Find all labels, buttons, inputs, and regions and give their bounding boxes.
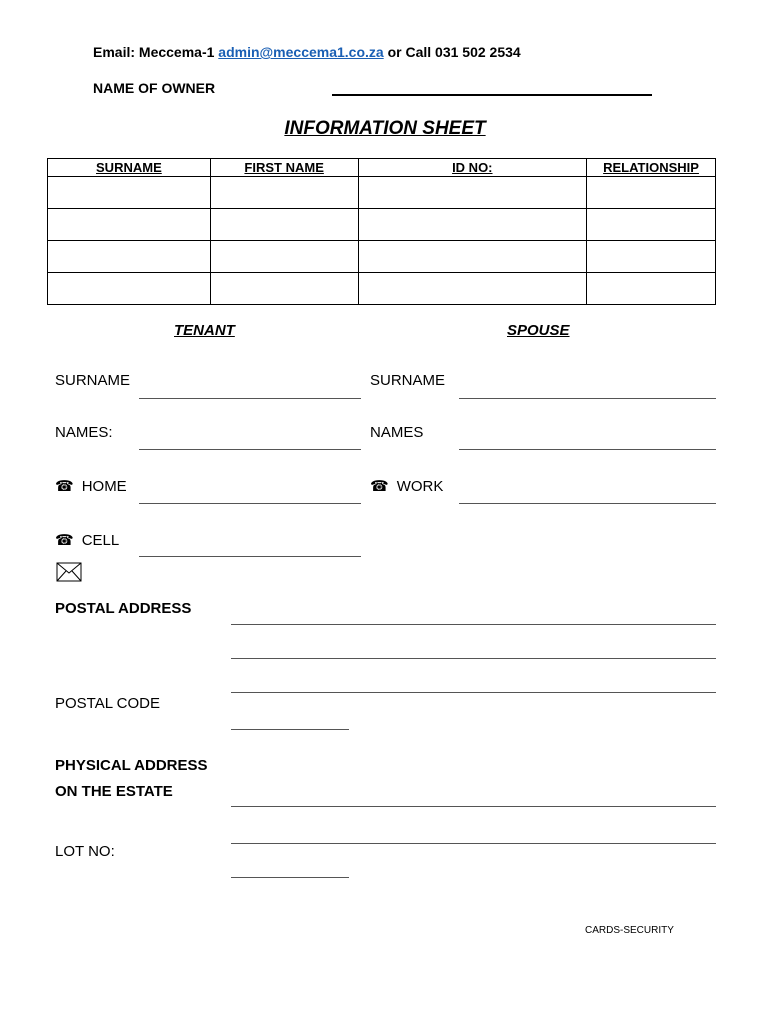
lot-no-field[interactable] <box>231 877 349 878</box>
tenant-home-phone-field[interactable] <box>139 503 361 504</box>
table-cell[interactable] <box>48 177 211 209</box>
tenant-surname-label: SURNAME <box>55 372 131 389</box>
table-cell[interactable] <box>48 273 211 305</box>
tenant-names-field[interactable] <box>139 449 361 450</box>
tenant-heading: TENANT <box>174 322 235 339</box>
column-header-first-name: FIRST NAME <box>210 159 358 177</box>
spouse-names-field[interactable] <box>459 449 716 450</box>
table-row <box>48 241 716 273</box>
table-row <box>48 209 716 241</box>
work-label-text: WORK <box>396 478 444 495</box>
table-row <box>48 273 716 305</box>
spouse-heading: SPOUSE <box>507 322 570 339</box>
phone-icon: ☎ <box>55 478 74 495</box>
table-cell[interactable] <box>358 209 587 241</box>
spouse-work-phone-field[interactable] <box>459 503 716 504</box>
table-cell[interactable] <box>48 241 211 273</box>
home-label-text: HOME <box>81 478 127 495</box>
table-cell[interactable] <box>587 177 716 209</box>
postal-address-line-1[interactable] <box>231 624 716 625</box>
owner-label: NAME OF OWNER <box>93 80 216 96</box>
table-cell[interactable] <box>587 273 716 305</box>
contact-line <box>93 44 521 60</box>
physical-address-line-2[interactable] <box>231 843 716 844</box>
column-header-id-no: ID NO: <box>358 159 587 177</box>
tenant-names-label: NAMES: <box>55 424 113 441</box>
table-cell[interactable] <box>587 241 716 273</box>
spouse-surname-label: SURNAME <box>370 372 446 389</box>
page-title: INFORMATION SHEET <box>284 118 486 139</box>
on-the-estate-label: ON THE ESTATE <box>55 783 173 800</box>
postal-code-label: POSTAL CODE <box>55 695 161 712</box>
spouse-names-label: NAMES <box>370 424 424 441</box>
column-header-relationship: RELATIONSHIP <box>587 159 716 177</box>
table-cell[interactable] <box>210 209 358 241</box>
table-cell[interactable] <box>210 273 358 305</box>
spouse-work-label <box>370 477 443 495</box>
physical-address-label: PHYSICAL ADDRESS <box>55 757 208 774</box>
cell-label-text: CELL <box>81 532 120 549</box>
envelope-icon <box>56 562 82 582</box>
tenant-cell-phone-field[interactable] <box>139 556 361 557</box>
tenant-home-label <box>55 477 127 495</box>
table-header-row <box>48 159 716 177</box>
call-text: or Call 031 502 2534 <box>383 44 521 60</box>
footer-label: CARDS-SECURITY <box>585 925 674 936</box>
tenant-cell-label <box>55 531 119 549</box>
email-link[interactable]: admin@meccema1.co.za <box>218 44 384 60</box>
phone-icon: ☎ <box>370 478 389 495</box>
owner-name-field[interactable] <box>332 94 652 96</box>
spouse-surname-field[interactable] <box>459 398 716 399</box>
lot-no-label: LOT NO: <box>55 843 115 860</box>
phone-icon: ☎ <box>55 532 74 549</box>
physical-address-line-1[interactable] <box>231 806 716 807</box>
occupants-table <box>47 158 716 305</box>
postal-address-line-2[interactable] <box>231 658 716 659</box>
table-cell[interactable] <box>210 177 358 209</box>
postal-code-field[interactable] <box>231 729 349 730</box>
table-cell[interactable] <box>358 273 587 305</box>
postal-address-line-3[interactable] <box>231 692 716 693</box>
tenant-surname-field[interactable] <box>139 398 361 399</box>
table-cell[interactable] <box>358 241 587 273</box>
column-header-surname: SURNAME <box>48 159 211 177</box>
table-cell[interactable] <box>587 209 716 241</box>
table-row <box>48 177 716 209</box>
table-cell[interactable] <box>358 177 587 209</box>
postal-address-label: POSTAL ADDRESS <box>55 600 192 617</box>
email-prefix: Email: Meccema-1 <box>93 44 219 60</box>
table-cell[interactable] <box>210 241 358 273</box>
table-cell[interactable] <box>48 209 211 241</box>
